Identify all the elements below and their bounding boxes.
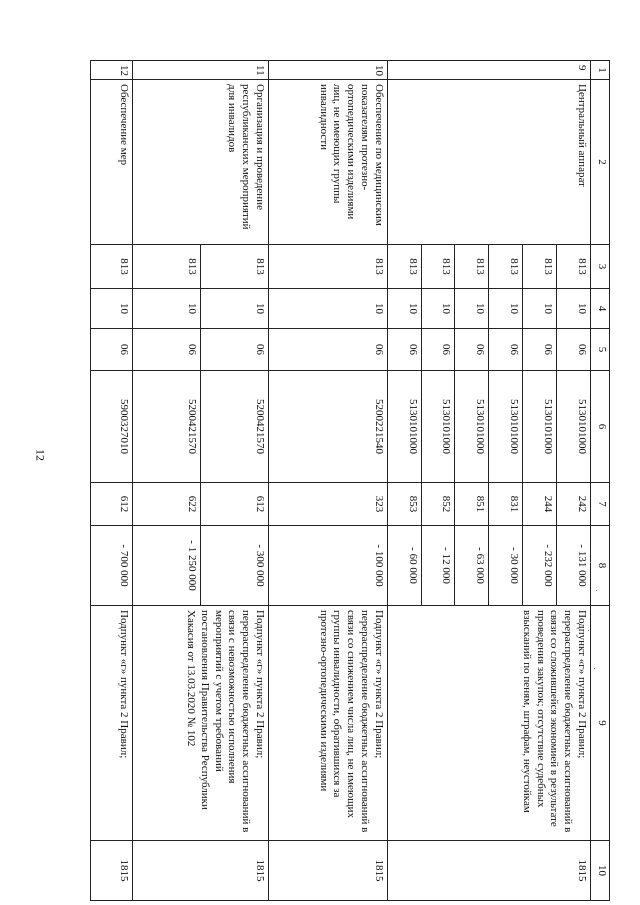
cell-c5: 06 (421, 329, 455, 370)
cell-c8: - 700 000 (91, 526, 133, 606)
col6-cell (133, 371, 269, 483)
column-header: 6 (591, 371, 610, 483)
col3-cell (133, 245, 269, 289)
cell-c5: 06 (186, 344, 199, 355)
cell-c8: - 63 000 (455, 526, 489, 605)
cell-c3: 813 (186, 258, 199, 275)
row-name: Организация и проведение республиканских мероприятий для инвалидов (133, 80, 269, 245)
col5-cell (387, 329, 590, 371)
table-row (387, 61, 590, 901)
column-header: 7 (591, 483, 610, 526)
column-header: 9 (591, 606, 610, 841)
cell-c8: - 100 000 (268, 526, 387, 606)
cell-c5: 06 (406, 344, 419, 355)
col7-cell (133, 483, 269, 526)
cell-c5: 06 (557, 329, 590, 370)
page-number: 12 (33, 449, 48, 461)
col4-cell (387, 289, 590, 329)
scan-speck (588, 630, 589, 631)
cell-c6: 5130101000 (421, 371, 455, 482)
column-header: 1 (591, 61, 610, 80)
cell-c8: - 30 000 (489, 526, 523, 605)
cell-c6: 5200221540 (268, 371, 387, 483)
row-number: 12 (91, 61, 133, 80)
cell-c7: 244 (523, 483, 557, 525)
cell-c8: - 1 250 000 (186, 540, 199, 591)
cell-c7: 242 (557, 483, 590, 525)
code-cell: 1815 (387, 841, 590, 901)
cell-c4: 10 (201, 289, 268, 328)
cell-c4: 10 (186, 303, 199, 314)
cell-c3: 813 (91, 245, 133, 289)
cell-c6: 5200421570 (186, 399, 199, 454)
column-number-row (591, 61, 610, 901)
cell-c6: 5130101000 (406, 399, 419, 454)
code-cell: 1815 (91, 841, 133, 901)
cell-c3: 813 (489, 245, 523, 288)
row-name: Обеспечение по медицинским показателям протезно-ортопедическими изделиями лиц, не имеющих группы инвалидности (268, 80, 387, 245)
cell-c7: 852 (421, 483, 455, 525)
cell-c5: 06 (268, 329, 387, 371)
cell-c8: - 131 000 (557, 526, 590, 605)
cell-c4: 10 (489, 289, 523, 328)
column-header: 10 (591, 841, 610, 901)
table-row (268, 61, 387, 901)
cell-c7: 853 (406, 495, 419, 513)
cell-c3: 813 (201, 245, 268, 288)
cell-c3: 813 (268, 245, 387, 289)
cell-c3: 813 (421, 245, 455, 288)
column-header: 2 (591, 80, 610, 245)
cell-c8: - 60 000 (406, 547, 419, 584)
cell-c4: 10 (557, 289, 590, 328)
cell-c4: 10 (268, 289, 387, 329)
row-number: 9 (387, 61, 590, 80)
cell-c7: 622 (186, 495, 199, 513)
basis-cell: Подпункт «г» пункта 2 Правил; (91, 606, 133, 841)
table-row (133, 61, 269, 901)
cell-c7: 851 (455, 483, 489, 525)
row-name: Обеспечение мер (91, 80, 133, 245)
cell-c6: 5200421570 (201, 371, 268, 482)
cell-c5: 06 (91, 329, 133, 371)
scan-speck (594, 668, 595, 669)
cell-c5: 06 (489, 329, 523, 370)
cell-c4: 10 (406, 303, 419, 314)
scan-speck (590, 562, 591, 563)
cell-c5: 06 (523, 329, 557, 370)
code-cell: 1815 (133, 841, 269, 901)
cell-c3: 813 (406, 258, 419, 275)
col7-cell (387, 483, 590, 526)
cell-c6: 5130101000 (455, 371, 489, 482)
cell-c3: 813 (455, 245, 489, 288)
col8-cell (133, 526, 269, 606)
basis-cell: Подпункт «г» пункта 2 Правил; перераспределение бюджетных ассигнований в связи со снижением числа лиц, не имеющих группы инвалидности, обратившихся за протезно-ортопедическими изделиями (268, 606, 387, 841)
code-cell: 1815 (268, 841, 387, 901)
basis-cell: Подпункт «г» пункта 2 Правил; перераспределение бюджетных ассигнований в связи со сложившейся экономией в результате проведения закупок; отсутствие судебных взысканий по пеням, штрафам, неустойкам (387, 606, 590, 841)
basis-cell: Подпункт «г» пункта 2 Правил; перераспределение бюджетных ассигнований в связи с невозможностью исполнения мероприятий с учетом требований постановления Правительства Республики Хакасия от 13.03.2020 № 102 (133, 606, 269, 841)
cell-c8: - 12 000 (421, 526, 455, 605)
cell-c4: 10 (455, 289, 489, 328)
cell-c7: 612 (91, 483, 133, 526)
row-number: 11 (133, 61, 269, 80)
cell-c5: 06 (455, 329, 489, 370)
col5-cell (133, 329, 269, 371)
col3-cell (387, 245, 590, 289)
cell-c4: 10 (523, 289, 557, 328)
cell-c8: - 232 000 (523, 526, 557, 605)
cell-c6: 5130101000 (523, 371, 557, 482)
cell-c8: - 300 000 (201, 526, 268, 605)
budget-table-rotated (90, 60, 610, 900)
cell-c7: 612 (201, 483, 268, 525)
table-row (91, 61, 133, 901)
column-header: 5 (591, 329, 610, 371)
cell-c3: 813 (557, 245, 590, 288)
column-header: 3 (591, 245, 610, 289)
scan-speck (596, 590, 597, 591)
col8-cell (387, 526, 590, 606)
cell-c5: 06 (201, 329, 268, 370)
col6-cell (387, 371, 590, 483)
cell-c6: 5130101000 (557, 371, 590, 482)
budget-table (90, 60, 610, 901)
cell-c7: 323 (268, 483, 387, 526)
column-header: 4 (591, 289, 610, 329)
cell-c7: 831 (489, 483, 523, 525)
column-header: 8 (591, 526, 610, 606)
cell-c6: 5900327010 (91, 371, 133, 483)
row-name: Центральный аппарат (387, 80, 590, 245)
cell-c4: 10 (91, 289, 133, 329)
cell-c6: 5130101000 (489, 371, 523, 482)
cell-c3: 813 (523, 245, 557, 288)
cell-c4: 10 (421, 289, 455, 328)
col4-cell (133, 289, 269, 329)
row-number: 10 (268, 61, 387, 80)
